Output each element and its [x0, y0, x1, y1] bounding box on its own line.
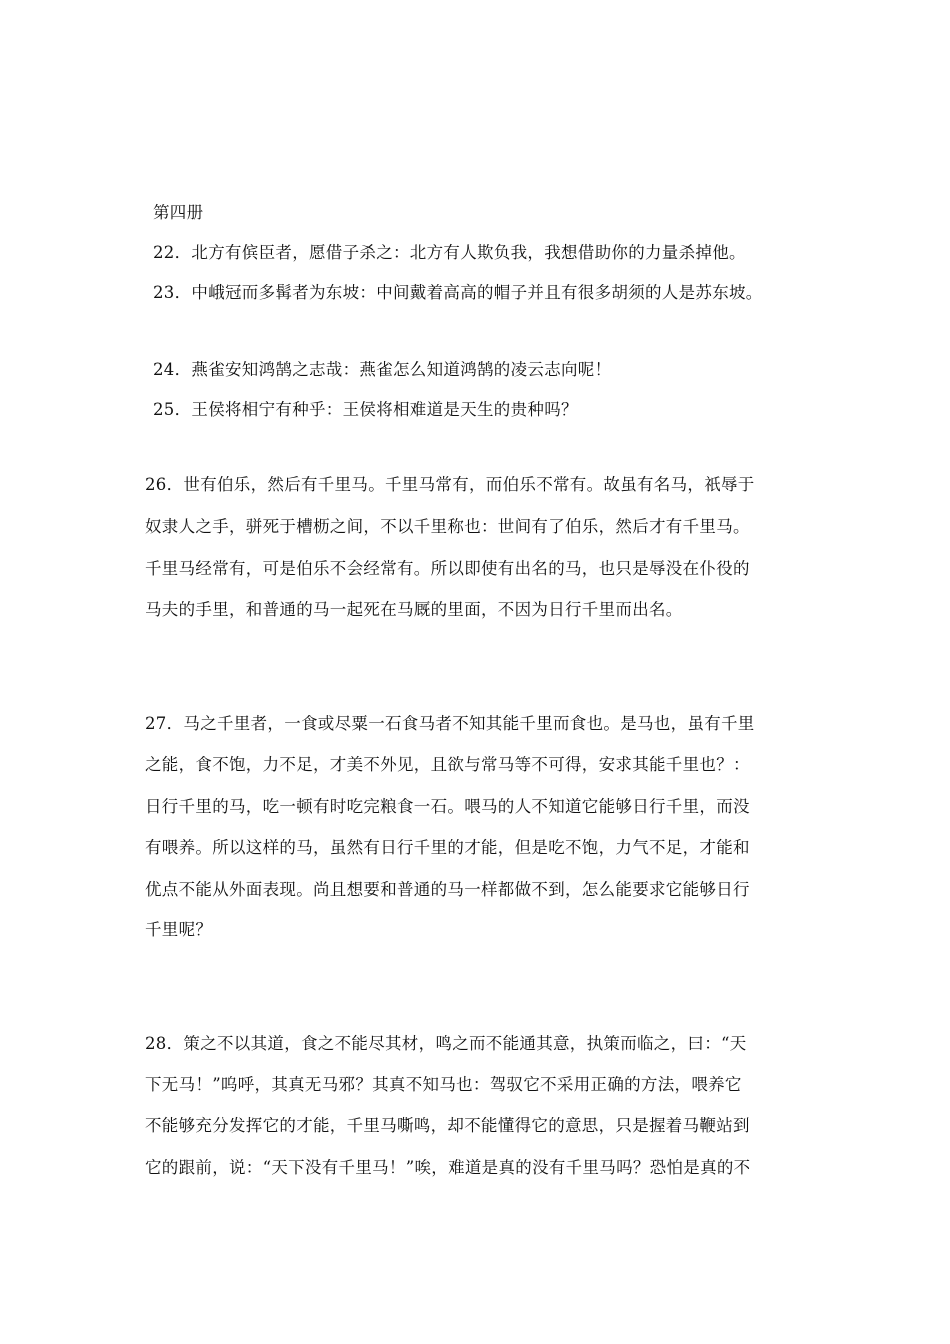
paragraph-line: 有喂养。所以这样的马，虽然有日行千里的才能，但是吃不饱，力气不足，才能和	[145, 838, 750, 857]
paragraph-line: 日行千里的马，吃一顿有时吃完粮食一石。喂马的人不知道它能够日行千里，而没	[145, 797, 750, 816]
paragraph-line: 优点不能从外面表现。尚且想要和普通的马一样都做不到，怎么能要求它能够日行	[145, 880, 750, 899]
paragraph-line: 27．马之千里者，一食或尽粟一石食马者不知其能千里而食也。是马也，虽有千里	[145, 714, 755, 733]
section-title: 第四册	[153, 203, 204, 222]
translation-item-22: 22．北方有傧臣者，愿借子杀之：北方有人欺负我，我想借助你的力量杀掉他。	[153, 243, 746, 262]
paragraph-line: 它的跟前，说：“天下没有千里马！”唉，难道是真的没有千里马吗？恐怕是真的不	[145, 1158, 751, 1177]
paragraph-line: 下无马！”呜呼，其真无马邪？其真不知马也：驾驭它不采用正确的方法，喂养它	[145, 1075, 742, 1094]
paragraph-line: 之能，食不饱，力不足，才美不外见，且欲与常马等不可得，安求其能千里也？：	[145, 755, 750, 774]
translation-item-25: 25．王侯将相宁有种乎：王侯将相难道是天生的贵种吗？	[153, 400, 578, 419]
translation-item-23: 23．中峨冠而多髯者为东坡：中间戴着高高的帽子并且有很多胡须的人是苏东坡。	[153, 283, 763, 302]
translation-item-24: 24．燕雀安知鸿鹄之志哉：燕雀怎么知道鸿鹄的凌云志向呢！	[153, 360, 612, 379]
paragraph-line: 不能够充分发挥它的才能，千里马嘶鸣，却不能懂得它的意思，只是握着马鞭站到	[145, 1116, 750, 1135]
paragraph-line: 马夫的手里，和普通的马一起死在马厩的里面，不因为日行千里而出名。	[145, 600, 683, 619]
paragraph-line: 奴隶人之手，骈死于槽枥之间，不以千里称也：世间有了伯乐，然后才有千里马。	[145, 517, 750, 536]
paragraph-line: 千里马经常有，可是伯乐不会经常有。所以即使有出名的马，也只是辱没在仆役的	[145, 559, 750, 578]
paragraph-line: 26．世有伯乐，然后有千里马。千里马常有，而伯乐不常有。故虽有名马，祇辱于	[145, 475, 755, 494]
paragraph-line: 28．策之不以其道，食之不能尽其材，鸣之而不能通其意，执策而临之，曰：“天	[145, 1034, 747, 1053]
paragraph-line: 千里呢？	[145, 920, 213, 939]
